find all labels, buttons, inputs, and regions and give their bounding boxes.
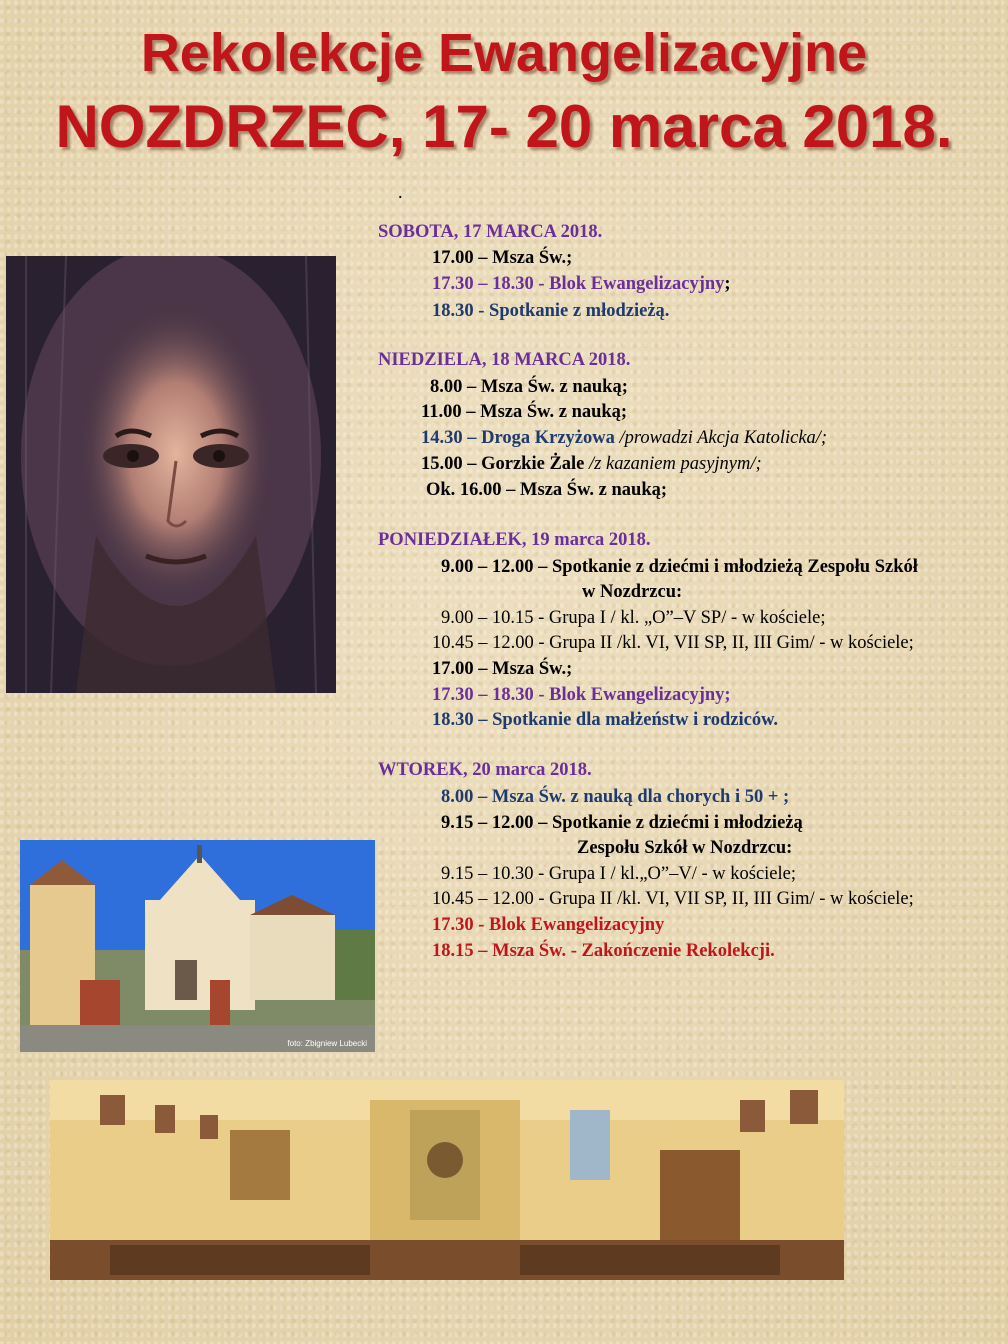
sat-item-2 [432, 274, 731, 295]
sun-item-1: 8.00 – Msza Św. z nauką; [430, 377, 628, 397]
tue-item-2b: Zespołu Szkół w Nozdrzcu: [577, 838, 793, 858]
sun-item-2: 11.00 – Msza Św. z nauką; [421, 402, 628, 422]
tue-item-3: 9.15 – 10.30 - Grupa I / kl.„O”–V/ - w kościele; [441, 864, 797, 884]
day-heading-monday: PONIEDZIAŁEK, 19 marca 2018. [378, 530, 651, 550]
mon-item-3: 10.45 – 12.00 - Grupa II /kl. VI, VII SP, II, III Gim/ - w kościele; [432, 633, 914, 653]
sun-item-4 [421, 454, 762, 475]
sun-item-4-note: /z kazaniem pasyjnym/; [584, 454, 762, 474]
day-heading-tuesday: WTOREK, 20 marca 2018. [378, 760, 592, 780]
tue-item-6: 18.15 – Msza Św. - Zakończenie Rekolekcji. [432, 941, 775, 961]
church-exterior-image [20, 840, 375, 1052]
mon-item-2: 9.00 – 10.15 - Grupa I / kl. „O”–V SP/ - w kościele; [441, 608, 826, 628]
page-title-line2: NOZDRZEC, 17- 20 marca 2018. [55, 93, 953, 160]
jesus-face-image [6, 256, 336, 693]
separator-dot: . [398, 182, 403, 202]
sun-item-4-text: 15.00 – Gorzkie Żale [421, 454, 585, 474]
mon-item-5: 17.30 – 18.30 - Blok Ewangelizacyjny; [432, 685, 731, 705]
mon-item-1: 9.00 – 12.00 – Spotkanie z dziećmi i młodzieżą Zespołu Szkół [441, 557, 918, 577]
mon-item-4: 17.00 – Msza Św.; [432, 659, 573, 679]
sun-item-5: Ok. 16.00 – Msza Św. z nauką; [426, 480, 668, 500]
sun-item-3 [421, 428, 827, 449]
sun-item-3-text: 14.30 – Droga Krzyżowa [421, 428, 615, 448]
day-heading-sunday: NIEDZIELA, 18 MARCA 2018. [378, 350, 631, 370]
mon-item-6: 18.30 – Spotkanie dla małżeństw i rodziców. [432, 710, 779, 730]
sat-item-3: 18.30 - Spotkanie z młodzieżą. [432, 301, 670, 321]
photo-credit: foto: Zbigniew Lubecki [287, 1039, 367, 1048]
tue-item-4: 10.45 – 12.00 - Grupa II /kl. VI, VII SP, II, III Gim/ - w kościele; [432, 889, 914, 909]
sat-item-1: 17.00 – Msza Św.; [432, 248, 573, 268]
day-heading-saturday: SOBOTA, 17 MARCA 2018. [378, 222, 603, 242]
mon-item-1b: w Nozdrzcu: [582, 582, 683, 602]
church-interior-image [50, 1080, 844, 1280]
sun-item-3-note: /prowadzi Akcja Katolicka/; [614, 428, 828, 448]
tue-item-5: 17.30 - Blok Ewangelizacyjny [432, 915, 665, 935]
sat-item-2-suffix: ; [724, 274, 731, 294]
sat-item-2-text: 17.30 – 18.30 - Blok Ewangelizacyjny [432, 274, 725, 294]
tue-item-1: 8.00 – Msza Św. z nauką dla chorych i 50 + ; [441, 787, 790, 807]
page-title-line1: Rekolekcje Ewangelizacyjne [140, 23, 868, 83]
tue-item-2: 9.15 – 12.00 – Spotkanie z dziećmi i młodzieżą [441, 813, 803, 833]
